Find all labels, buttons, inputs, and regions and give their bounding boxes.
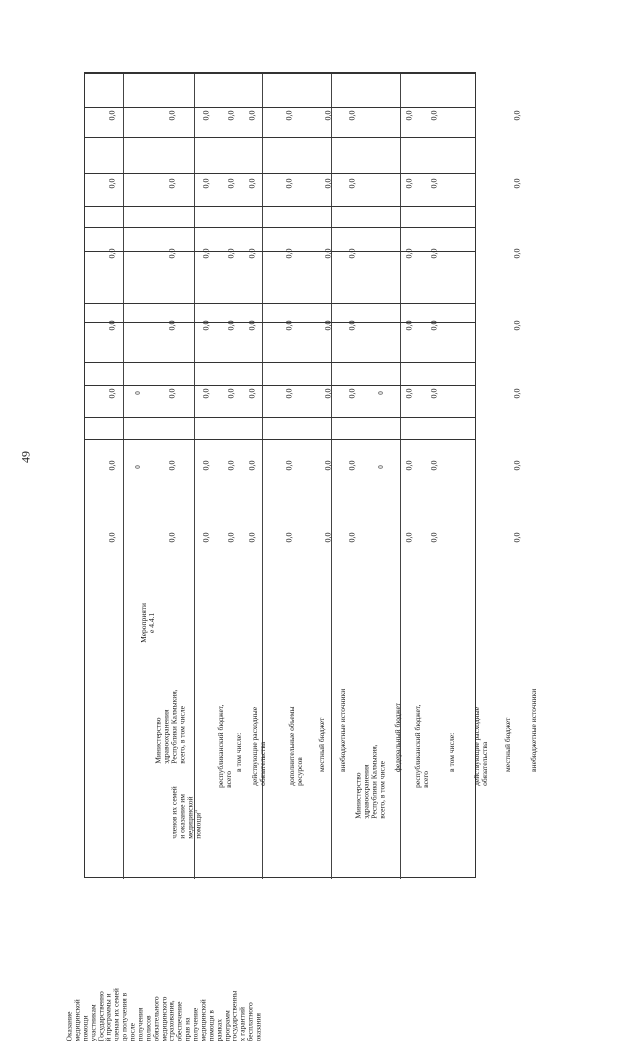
value-cell: 0 xyxy=(376,465,385,469)
value-cell: 0,0 xyxy=(247,178,257,189)
value-cell: 0,0 xyxy=(284,388,294,399)
funding-source-label: федеральный бюджет xyxy=(393,702,403,772)
value-cell: 0,0 xyxy=(107,320,117,331)
value-cell: 0,0 xyxy=(347,532,357,543)
value-cell: 0,0 xyxy=(404,110,414,121)
value-cell: 0,0 xyxy=(247,532,257,543)
value-cell: 0,0 xyxy=(284,320,294,331)
funding-source-label: местный бюджет xyxy=(503,717,513,772)
table-row xyxy=(85,362,475,385)
value-cell: 0,0 xyxy=(167,388,177,399)
funding-source-label: действующие расходные обязательства xyxy=(472,706,489,786)
value-cell: 0,0 xyxy=(284,110,294,121)
value-cell: 0,0 xyxy=(429,460,439,471)
value-cell: 0,0 xyxy=(167,110,177,121)
funding-source-label: в том числе: xyxy=(234,732,244,772)
value-cell: 0,0 xyxy=(167,248,177,259)
value-cell: 0,0 xyxy=(226,460,236,471)
value-cell: 0,0 xyxy=(226,248,236,259)
value-cell: 0,0 xyxy=(512,320,522,331)
value-cell: 0,0 xyxy=(107,532,117,543)
table-row xyxy=(85,248,475,303)
rotated-budget-table xyxy=(64,72,539,1041)
value-cell: 0,0 xyxy=(404,460,414,471)
table-row xyxy=(85,227,475,251)
value-cell: 0,0 xyxy=(323,460,333,471)
value-cell: 0,0 xyxy=(284,532,294,543)
value-cell: 0,0 xyxy=(284,460,294,471)
value-cell: 0,0 xyxy=(107,248,117,259)
value-cell: 0,0 xyxy=(226,320,236,331)
table-row xyxy=(85,173,475,206)
value-cell: 0,0 xyxy=(284,178,294,189)
value-cell: 0 xyxy=(133,465,142,469)
value-cell: 0,0 xyxy=(323,178,333,189)
value-cell: 0,0 xyxy=(429,248,439,259)
value-cell: 0,0 xyxy=(247,388,257,399)
value-cell: 0,0 xyxy=(512,110,522,121)
value-cell: 0,0 xyxy=(167,178,177,189)
value-cell: 0,0 xyxy=(347,110,357,121)
value-cell: 0,0 xyxy=(226,110,236,121)
value-cell: 0,0 xyxy=(512,460,522,471)
page-number: 49 xyxy=(18,451,33,463)
value-cell: 0,0 xyxy=(323,320,333,331)
value-cell: 0,0 xyxy=(512,532,522,543)
value-cell: 0,0 xyxy=(347,320,357,331)
value-cell: 0,0 xyxy=(404,178,414,189)
value-cell: 0,0 xyxy=(107,460,117,471)
table-row xyxy=(85,322,475,362)
value-cell: 0,0 xyxy=(247,320,257,331)
value-cell: 0,0 xyxy=(167,532,177,543)
value-cell: 0 xyxy=(133,391,142,395)
value-cell: 0,0 xyxy=(201,110,211,121)
value-cell: 0,0 xyxy=(226,178,236,189)
value-cell: 0,0 xyxy=(347,388,357,399)
value-cell: 0,0 xyxy=(404,388,414,399)
value-cell: 0,0 xyxy=(247,460,257,471)
value-cell: 0,0 xyxy=(107,110,117,121)
value-cell: 0,0 xyxy=(347,178,357,189)
value-cell: 0,0 xyxy=(429,320,439,331)
value-cell: 0,0 xyxy=(323,388,333,399)
value-cell: 0,0 xyxy=(284,248,294,259)
value-cell: 0 xyxy=(376,391,385,395)
funding-source-label: Министерство здравоохранения Республики Калмыкия, всего, в том числе xyxy=(353,744,386,819)
table-row xyxy=(85,303,475,322)
value-cell: 0,0 xyxy=(167,320,177,331)
table-row xyxy=(85,385,475,417)
table-row xyxy=(85,73,475,107)
funding-source-label: дополнительные объемы ресурсов xyxy=(287,706,304,786)
executor-text: Министерство здравоохранения Республики Калмыкия, всего, в том числе xyxy=(153,689,186,764)
value-cell: 0,0 xyxy=(347,460,357,471)
table-row xyxy=(85,417,475,439)
value-cell: 0,0 xyxy=(404,248,414,259)
value-cell: 0,0 xyxy=(201,178,211,189)
value-cell: 0,0 xyxy=(226,388,236,399)
value-cell: 0,0 xyxy=(429,388,439,399)
value-cell: 0,0 xyxy=(429,532,439,543)
value-cell: 0,0 xyxy=(201,532,211,543)
value-cell: 0,0 xyxy=(201,388,211,399)
funding-source-label: в том числе: xyxy=(447,732,457,772)
value-cell: 0,0 xyxy=(201,320,211,331)
value-cell: 0,0 xyxy=(107,388,117,399)
activity-description-second: Оказание медицинской помощи участникам Государственно й программы и членам их семей до получения в после получения полисов обязательного медицинского страхования, обеспечение прав на получение медицинской помощи в рамках программ государственны х гарантий бесплатного оказания xyxy=(64,988,263,1041)
value-cell: 0,0 xyxy=(323,532,333,543)
value-cell: 0,0 xyxy=(201,248,211,259)
value-cell: 0,0 xyxy=(226,532,236,543)
value-cell: 0,0 xyxy=(512,248,522,259)
value-cell: 0,0 xyxy=(323,248,333,259)
value-cell: 0,0 xyxy=(429,110,439,121)
value-cell: 0,0 xyxy=(512,178,522,189)
funding-source-label: внебюджетные источники xyxy=(529,688,539,772)
table-row xyxy=(85,206,475,227)
table-row xyxy=(85,107,475,137)
value-cell: 0,0 xyxy=(429,178,439,189)
activity-description-first: членов их семей и оказание им медицинской помощи" xyxy=(169,786,202,839)
value-cell: 0,0 xyxy=(247,248,257,259)
value-cell: 0,0 xyxy=(247,110,257,121)
funding-source-label: республиканский бюджет, всего xyxy=(413,704,430,788)
funding-source-label: местный бюджет xyxy=(317,717,327,772)
value-cell: 0,0 xyxy=(404,532,414,543)
value-cell: 0,0 xyxy=(107,178,117,189)
table-row xyxy=(85,137,475,173)
value-cell: 0,0 xyxy=(201,460,211,471)
funding-source-label: республиканский бюджет, всего xyxy=(216,704,233,788)
value-cell: 0,0 xyxy=(347,248,357,259)
row-header-code: Мероприяти е 4.4.1 xyxy=(139,602,156,643)
funding-source-label: действующие расходные обязательства xyxy=(250,706,267,786)
value-cell: 0,0 xyxy=(512,388,522,399)
funding-source-label: внебюджетные источники xyxy=(338,688,348,772)
value-cell: 0,0 xyxy=(323,110,333,121)
value-cell: 0,0 xyxy=(404,320,414,331)
value-cell: 0,0 xyxy=(167,460,177,471)
